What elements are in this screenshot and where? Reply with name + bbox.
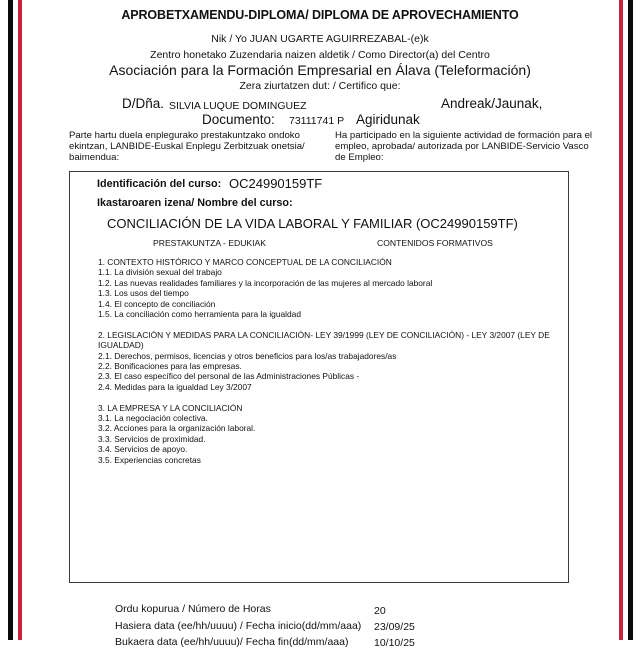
list-item: 1.3. Los usos del tiempo	[98, 288, 189, 299]
list-item: 2.4. Medidas para la igualdad Ley 3/2007	[98, 381, 252, 392]
contents-header-spanish: CONTENIDOS FORMATIVOS	[377, 238, 493, 248]
contents-section-1	[98, 257, 558, 319]
list-item: 1.1. La división sexual del trabajo	[98, 267, 222, 278]
dona-label: D/Dña.	[122, 96, 165, 111]
list-item: 3.5. Experiencias concretas	[98, 454, 201, 465]
section-heading: 2. LEGISLACIÓN Y MEDIDAS PARA LA CONCILIACIÓN- LEY 39/1999 (LEY DE CONCILIACIÓN) - LEY 3/2007 (LEY DE IGUALDAD)	[98, 329, 550, 351]
list-item: 2.1. Derechos, permisos, licencias y otros beneficios para los/as trabajadores/as	[98, 350, 397, 361]
list-item: 3.4. Servicios de apoyo.	[98, 444, 188, 455]
contents-section-2	[98, 330, 558, 392]
list-item: 3.2. Acciones para la organización laboral.	[98, 423, 256, 434]
list-item: 1.4. El concepto de conciliación	[98, 298, 216, 309]
course-contents-list	[98, 257, 558, 475]
andreak-label: Andreak/Jaunak,	[441, 96, 543, 111]
student-name: SILVIA LUQUE DOMINGUEZ	[169, 100, 307, 112]
certifico-line: Zera ziurtatzen dut: / Certifico que:	[239, 80, 401, 92]
list-item: 3.1. La negociación colectiva.	[98, 413, 208, 424]
contents-header-basque: PRESTAKUNTZA - EDUKIAK	[153, 238, 267, 248]
hours-label: Ordu kopurua / Número de Horas	[115, 603, 271, 615]
participation-text-basque: Parte hartu duela enplegurako prestakuntzako ondoko ekintzan, LANBIDE-Euskal Enplegu Zerbitzuak onetsia/ baimendua:	[69, 130, 305, 164]
right-black-border-stripe	[628, 0, 633, 640]
list-item: 1.5. La conciliación como herramienta para la igualdad	[98, 309, 301, 320]
contents-section-3	[98, 403, 558, 465]
start-date-value: 23/09/25	[374, 621, 415, 633]
diploma-title: APROBETXAMENDU-DIPLOMA/ DIPLOMA DE APROVECHAMIENTO	[121, 8, 519, 22]
centro-name: Asociación para la Formación Empresarial en Álava (Teleformación)	[109, 62, 531, 78]
course-name-value: CONCILIACIÓN DE LA VIDA LABORAL Y FAMILIAR (OC24990159TF)	[107, 216, 518, 231]
left-black-border-stripe	[8, 0, 13, 640]
documento-label: Documento:	[202, 112, 275, 127]
section-heading: 1. CONTEXTO HISTÓRICO Y MARCO CONCEPTUAL DE LA CONCILIACIÓN	[98, 257, 392, 267]
course-name-label: Ikastaroaren izena/ Nombre del curso:	[97, 197, 293, 209]
end-date-label: Bukaera data (ee/hh/uuuu)/ Fecha fin(dd/mm/aaa)	[115, 636, 349, 648]
list-item: 3.3. Servicios de proximidad.	[98, 433, 206, 444]
list-item: 1.2. Las nuevas realidades familiares y la incorporación de las mujeres al mercado laboral	[98, 277, 433, 288]
director-line: Nik / Yo JUAN UGARTE AGUIRREZABAL-(e)k	[211, 33, 429, 45]
documento-value: 73111741 P	[289, 115, 345, 127]
end-date-value: 10/10/25	[374, 637, 415, 649]
agiridunak-label: Agiridunak	[356, 112, 420, 127]
hours-value: 20	[374, 605, 386, 617]
start-date-label: Hasiera data (ee/hh/uuuu) / Fecha inicio(dd/mm/aaa)	[115, 620, 362, 632]
left-red-border-stripe	[18, 0, 22, 640]
participation-text-spanish: Ha participado en la siguiente actividad de formación para el empleo, aprobada/ autorizada por LANBIDE-Servicio Vasco de Empleo:	[335, 130, 593, 164]
course-id-label: Identificación del curso:	[97, 178, 222, 190]
list-item: 2.2. Bonificaciones para las empresas.	[98, 361, 242, 372]
course-id-value: OC24990159TF	[229, 176, 323, 191]
director-role-line: Zentro honetako Zuzendaria naizen aldetik / Como Director(a) del Centro	[150, 49, 490, 61]
right-red-border-stripe	[619, 0, 623, 640]
section-heading: 3. LA EMPRESA Y LA CONCILIACIÓN	[98, 402, 243, 413]
list-item: 2.3. El caso específico del personal de las Administraciones Públicas -	[98, 371, 360, 382]
